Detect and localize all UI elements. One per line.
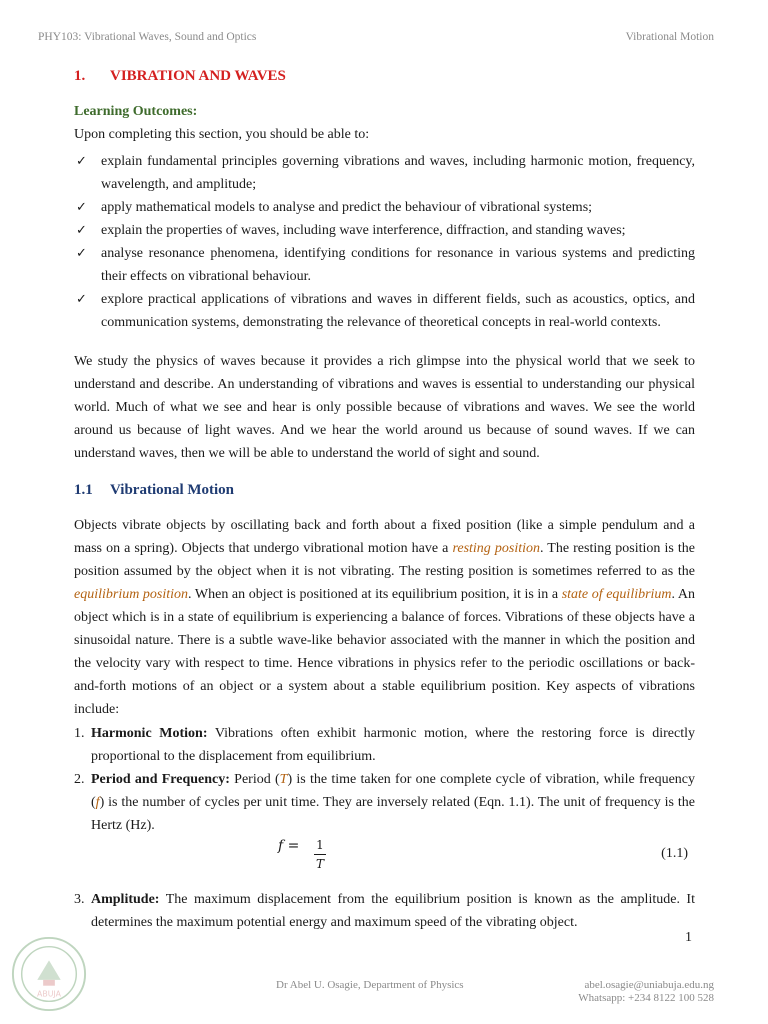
footer-contact bbox=[578, 979, 714, 1005]
running-header-topic: Vibrational Motion bbox=[625, 31, 714, 43]
equation-lhs: f = bbox=[278, 838, 300, 854]
vibration-aspects-list bbox=[74, 722, 695, 837]
outcome-text: explain fundamental principles governing vibrations and waves, including harmonic motion, frequency, wavelength, and amplitude; bbox=[101, 154, 695, 192]
aspect-amplitude: 3. Amplitude: The maximum displacement from the equilibrium position is known as the amplitude. It determines the maximum potential energy and maximum speed of the vibrating object. bbox=[74, 892, 695, 930]
section-number: 1. bbox=[74, 68, 86, 84]
checkmark-icon: ✓ bbox=[76, 292, 87, 307]
term-resting-position: resting position bbox=[452, 541, 540, 556]
outcome-text: explore practical applications of vibrations and waves in different fields, such as acoustics, optics, and communication systems, demonstrating the relevance of theoretical concepts in real-world contexts. bbox=[101, 292, 695, 330]
university-seal-icon bbox=[10, 935, 88, 1013]
checkmark-icon: ✓ bbox=[76, 246, 87, 261]
outcome-item bbox=[74, 150, 695, 196]
term-state-of-equilibrium: state of equilibrium bbox=[561, 587, 672, 602]
subsection-title: Vibrational Motion bbox=[110, 482, 235, 498]
subsection-heading bbox=[74, 482, 234, 499]
equation-fraction bbox=[314, 838, 326, 871]
equation-numerator: 1 bbox=[316, 838, 324, 852]
page-number: 1 bbox=[685, 930, 692, 945]
outcome-text: analyse resonance phenomena, identifying conditions for resonance in various systems and predicting their effects on vibrational behaviour. bbox=[101, 246, 695, 284]
running-header-course: PHY103: Vibrational Waves, Sound and Optics bbox=[38, 31, 257, 43]
subsection-number: 1.1 bbox=[74, 482, 93, 498]
outcome-item bbox=[74, 242, 695, 288]
outcome-item bbox=[74, 288, 695, 334]
footer-email: abel.osagie@uniabuja.edu.ng bbox=[584, 979, 714, 991]
outcome-item bbox=[74, 219, 695, 242]
footer-whatsapp: Whatsapp: +234 8122 100 528 bbox=[578, 992, 714, 1004]
aspect-period-frequency: 2. Period and Frequency: Period (T) is the time taken for one complete cycle of vibration, while frequency (f) is the number of cycles per unit time. They are inversely related (Eqn. 1.1). The unit of frequency is the Hertz (Hz). bbox=[74, 772, 695, 833]
checkmark-icon: ✓ bbox=[76, 223, 87, 238]
fraction-bar bbox=[314, 854, 326, 855]
equation-denominator: T bbox=[315, 857, 324, 871]
checkmark-icon: ✓ bbox=[76, 200, 87, 215]
checkmark-icon: ✓ bbox=[76, 154, 87, 169]
aspect-harmonic-motion: 1. Harmonic Motion: Vibrations often exhibit harmonic motion, where the restoring force is directly proportional to the displacement from equilibrium. bbox=[74, 726, 695, 764]
seal-text: ABUJA bbox=[37, 989, 61, 999]
outcome-text: apply mathematical models to analyse and predict the behaviour of vibrational systems; bbox=[101, 200, 593, 215]
intro-paragraph: We study the physics of waves because it provides a rich glimpse into the physical world that we seek to understand and describe. An understanding of vibrations and waves is essential to understanding our physical world. Much of what we see and hear is only possible because of vibrations and waves. We see the world around us because of light waves. And we hear the world around us because of sound waves. If we can understand waves, then we will be able to understand the world of sight and sound. bbox=[74, 354, 695, 461]
learning-outcomes-intro: Upon completing this section, you should be able to: bbox=[74, 127, 370, 142]
variable-T: T bbox=[279, 772, 288, 787]
variable-f: f bbox=[95, 795, 100, 810]
section-heading bbox=[74, 68, 286, 85]
learning-outcomes-list bbox=[74, 150, 695, 334]
footer-author: Dr Abel U. Osagie, Department of Physics bbox=[276, 979, 464, 991]
vibration-aspects-list-cont bbox=[74, 888, 695, 934]
section-title: VIBRATION AND WAVES bbox=[110, 68, 286, 84]
learning-outcomes-title: Learning Outcomes: bbox=[74, 104, 198, 119]
vibrational-motion-paragraph: Objects vibrate objects by oscillating back and forth about a fixed position (like a simple pendulum and a mass on a spring). Objects that undergo vibrational motion have a resting position. The resting position is the position assumed by the object when it is not vibrating. The resting position is sometimes referred to as the equilibrium position. When an object is positioned at its equilibrium position, it is in a state of equilibrium. An object which is in a state of equilibrium is experiencing a balance of forces. Vibrations of these objects have a sinusoidal nature. There is a subtle wave-like behavior associated with the manner in which the position and the velocity vary with respect to time. Hence vibrations in physics refer to the periodic oscillations or back-and-forth motions of an object or a system about a stable equilibrium position. Key aspects of vibrations include: bbox=[74, 518, 695, 717]
equation-label: (1.1) bbox=[661, 846, 688, 861]
outcome-item bbox=[74, 196, 695, 219]
outcome-text: explain the properties of waves, including wave interference, diffraction, and standing waves; bbox=[101, 223, 626, 238]
term-equilibrium-position: equilibrium position bbox=[74, 587, 189, 602]
